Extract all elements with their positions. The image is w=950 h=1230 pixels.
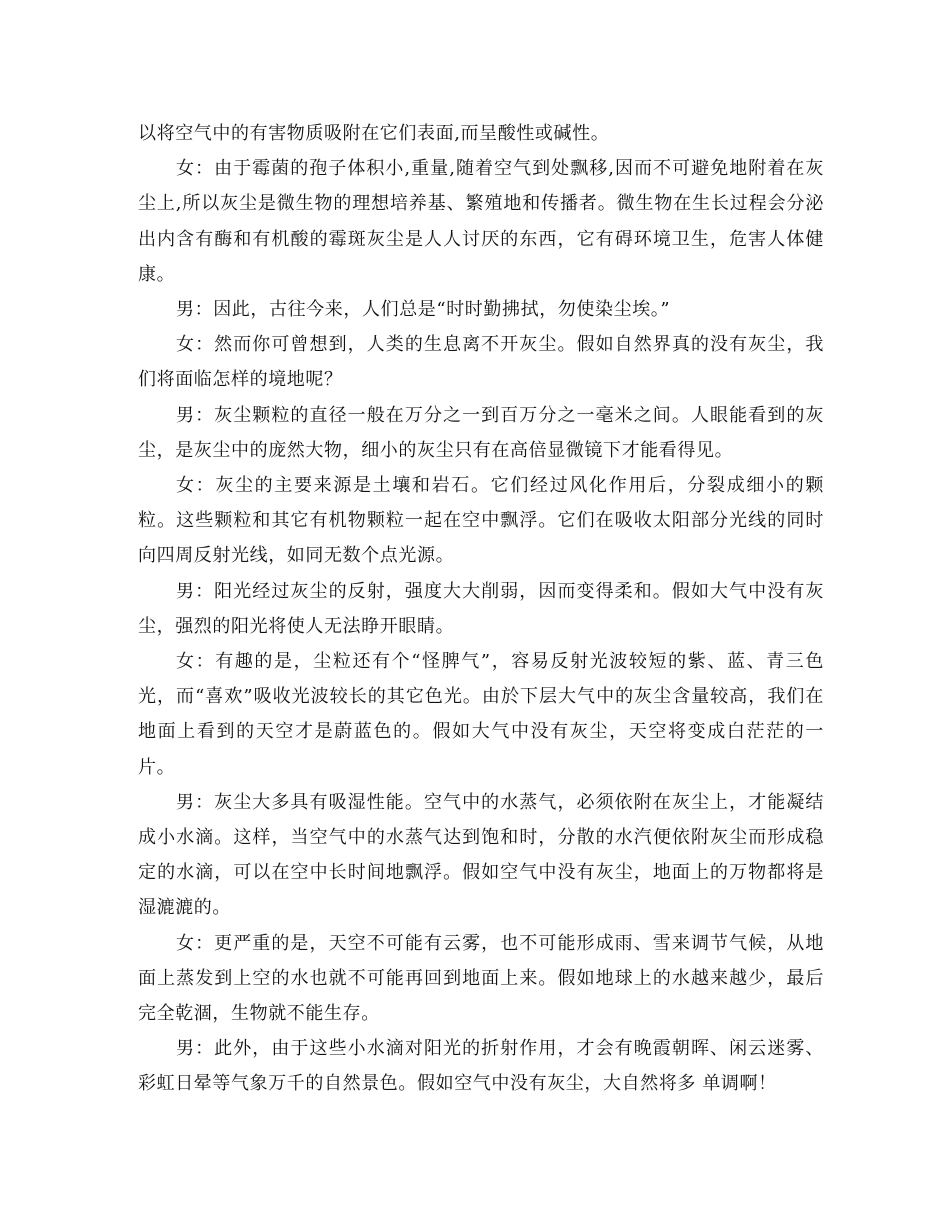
paragraph-female-clouds: 女：更严重的是，天空不可能有云雾，也不可能形成雨、雪来调节气候，从地面上蒸发到上空的水也就不可能再回到地面上来。假如地球上的水越来越少，最后完全乾涸，生物就不能生存。 (138, 932, 824, 1025)
paragraph-female-mold-spores: 女：由于霉菌的孢子体积小,重量,随着空气到处飘移,因而不可避免地附着在灰尘上,所以灰尘是微生物的理想培养基、繁殖地和传播者。微生物在生长过程会分泌出内含有酶和有机酸的霉斑灰尘是人人讨厌的东西，它有碍环境卫生，危害人体健康。 (138, 158, 824, 285)
paragraph-male-sunlight: 男：阳光经过灰尘的反射，强度大大削弱，因而变得柔和。假如大气中没有灰尘，强烈的阳光将使人无法睁开眼睛。 (138, 580, 824, 637)
paragraph-female-dust-sources: 女：灰尘的主要来源是土壤和岩石。它们经过风化作用后，分裂成细小的颗粒。这些颗粒和其它有机物颗粒一起在空中飘浮。它们在吸收太阳部分光线的同时向四周反射光线，如同无数个点光源。 (138, 475, 824, 567)
paragraph-female-question: 女：然而你可曾想到，人类的生息离不开灰尘。假如自然界真的没有灰尘，我们将面临怎样的境地呢？ (138, 334, 824, 391)
paragraph-male-humidity: 男：灰尘大多具有吸湿性能。空气中的水蒸气，必须依附在灰尘上，才能凝结成小水滴。这样，当空气中的水蒸气达到饱和时，分散的水汽便依附灰尘而形成稳定的水滴，可以在空中长时间地飘浮。假如空气中没有灰尘，地面上的万物都将是湿漉漉的。 (138, 791, 824, 919)
paragraph-continuation: 以将空气中的有害物质吸附在它们表面,而呈酸性或碱性。 (138, 123, 610, 144)
paragraph-male-dusting: 男：因此，古往今来，人们总是“时时勤拂拭，勿使染尘埃。” (176, 299, 671, 321)
paragraph-male-scenery: 男：此外，由于这些小水滴对阳光的折射作用，才会有晚霞朝晖、闲云迷雾、彩虹日晕等气象万千的自然景色。假如空气中没有灰尘，大自然将多 单调啊！ (138, 1038, 824, 1095)
paragraph-male-particle-size: 男：灰尘颗粒的直径一般在万分之一到百万分之一毫米之间。人眼能看到的灰尘，是灰尘中的庞然大物，细小的灰尘只有在高倍显微镜下才能看得见。 (138, 404, 824, 461)
paragraph-female-blue-sky: 女：有趣的是，尘粒还有个“怪脾气”，容易反射光波较短的紫、蓝、青三色光，而“喜欢”吸收光波较长的其它色光。由於下层大气中的灰尘含量较高，我们在地面上看到的天空才是蔚蓝色的。假如大气中没有灰尘，天空将变成白茫茫的一片。 (138, 651, 824, 778)
document-body (138, 116, 824, 1102)
